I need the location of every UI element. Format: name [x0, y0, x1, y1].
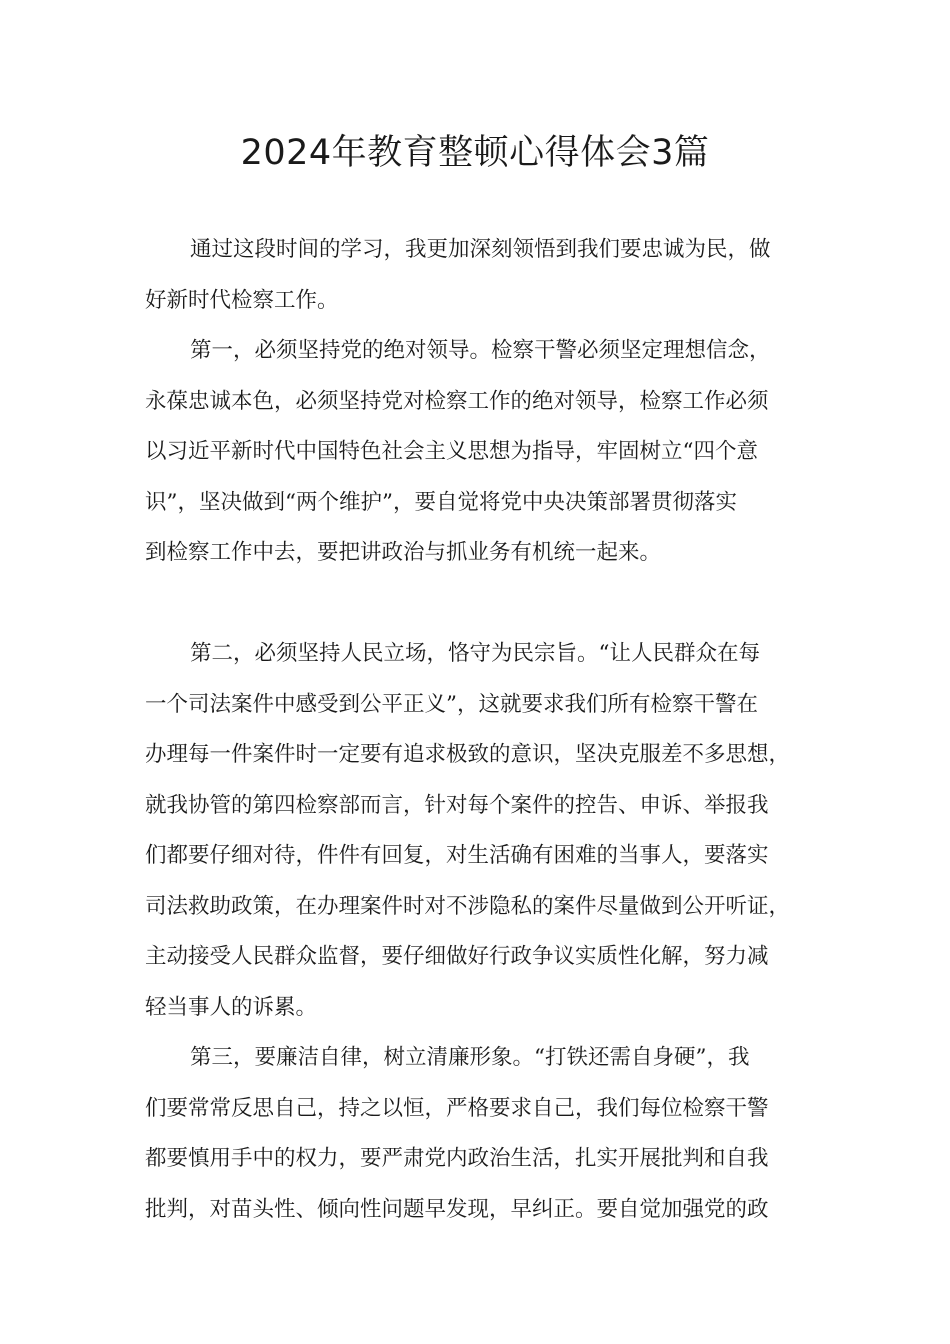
paragraph-third-point: [145, 1033, 807, 1235]
text-line: 好新时代检察工作。: [145, 287, 339, 313]
text-line: 办理每一件案件时一定要有追求极致的意识，坚决克服差不多思想，: [145, 742, 791, 767]
blank-line: [145, 579, 807, 630]
text-line: 轻当事人的诉累。: [145, 994, 318, 1020]
text-line: 就我协管的第四检察部而言，针对每个案件的控告、申诉、举报我: [145, 792, 769, 818]
text-line: 第二，必须坚持人民立场，恪守为民宗旨。“让人民群众在每: [190, 641, 760, 666]
text-line: 都要慎用手中的权力，要严肃党内政治生活，扎实开展批判和自我: [145, 1146, 769, 1171]
paragraph-first-point: [145, 326, 807, 579]
text-line: 们要常常反思自己，持之以恒，严格要求自己，我们每位检察干警: [145, 1095, 769, 1121]
paragraph-second-point: [145, 629, 807, 1033]
text-line: 们都要仔细对待，件件有回复，对生活确有困难的当事人，要落实: [145, 843, 769, 868]
paragraph-intro: [145, 225, 807, 326]
text-line: 到检察工作中去，要把讲政治与抓业务有机统一起来。: [145, 540, 662, 565]
text-line: 第三，要廉洁自律，树立清廉形象。“打铁还需自身硬”，我: [190, 1045, 750, 1070]
text-line: 批判，对苗头性、倾向性问题早发现，早纠正。要自觉加强党的政: [145, 1196, 769, 1222]
text-line: 司法救助政策，在办理案件时对不涉隐私的案件尽量做到公开听证，: [145, 893, 791, 919]
text-line: 通过这段时间的学习，我更加深刻领悟到我们要忠诚为民，做: [190, 237, 771, 262]
text-line: 永葆忠诚本色，必须坚持党对检察工作的绝对领导，检察工作必须: [145, 388, 769, 414]
text-line: 以习近平新时代中国特色社会主义思想为指导，牢固树立“四个意: [145, 439, 758, 464]
document-title: 2024年教育整顿心得体会3篇: [240, 133, 710, 173]
text-line: 识”，坚决做到“两个维护”，要自觉将党中央决策部署贯彻落实: [145, 489, 737, 515]
document-body: [145, 225, 807, 1235]
text-line: 一个司法案件中感受到公平正义”，这就要求我们所有检察干警在: [145, 691, 758, 717]
text-line: 主动接受人民群众监督，要仔细做好行政争议实质性化解，努力减: [145, 944, 769, 969]
text-line: 第一，必须坚持党的绝对领导。检察干警必须坚定理想信念，: [190, 338, 771, 363]
